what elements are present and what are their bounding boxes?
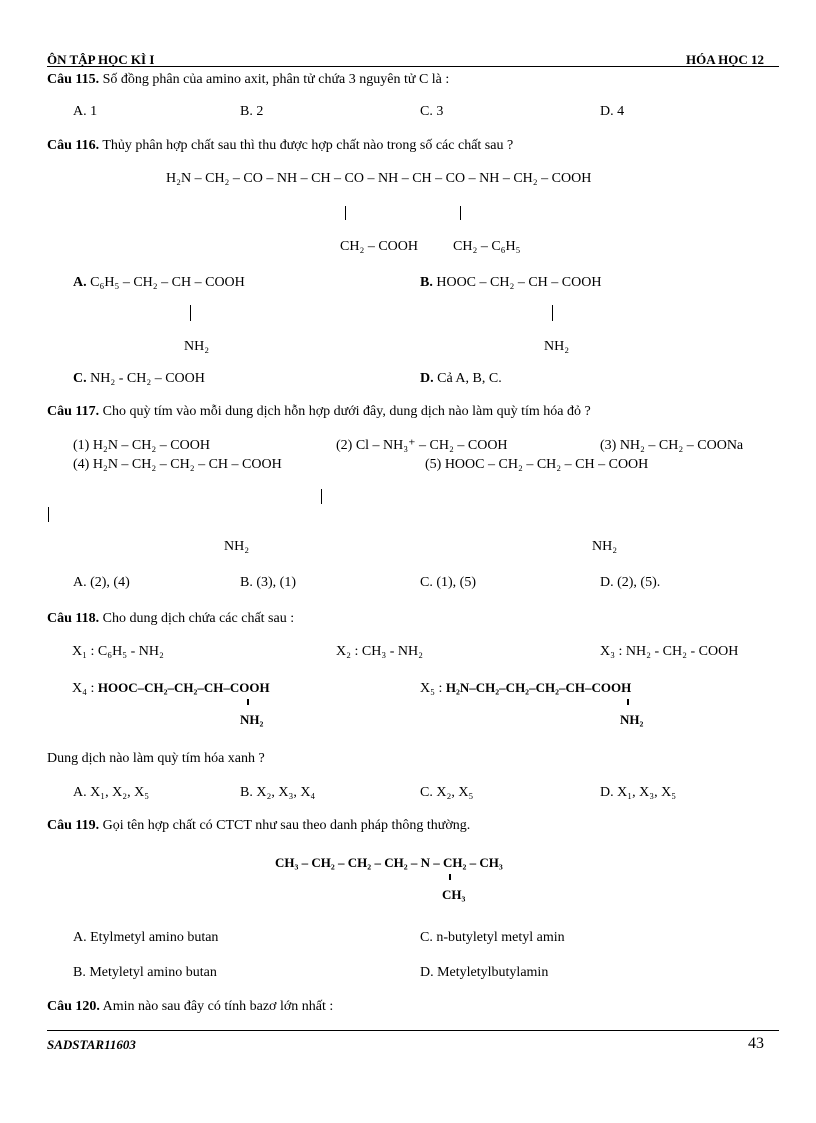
question-text: Số đồng phân của amino axit, phân tử chứa 3 nguyên tử C là : <box>102 72 450 87</box>
option-d: D. (2), (5). <box>600 575 661 590</box>
question-text: Cho quỳ tím vào mỗi dung dịch hỗn hợp dưới đây, dung dịch nào làm quỳ tím hóa đỏ ? <box>102 404 591 419</box>
question-text: Thủy phân hợp chất sau thì thu được hợp chất nào trong số các chất sau ? <box>102 138 514 153</box>
option-c: C. X₂, X₅ <box>420 785 474 800</box>
option-b: B. Metyletyl amino butan <box>73 965 217 980</box>
compound-x4: X₄ : HOOC–CH₂–CH₂–CH–COOH <box>72 680 270 696</box>
question-117 <box>47 404 591 420</box>
header-rule <box>47 66 779 67</box>
peptide-formula: H₂N – CH₂ – CO – NH – CH – CO – NH – CH – CO – NH – CH₂ – COOH <box>166 171 592 186</box>
solution-4: (4) H₂N – CH₂ – CH₂ – CH – COOH <box>73 457 282 472</box>
bond-line <box>552 305 553 321</box>
option-a-substituent: NH₂ <box>184 339 210 354</box>
question-120 <box>47 999 333 1015</box>
option-a: A. C₆H₅ – CH₂ – CH – COOH <box>73 275 245 290</box>
amine-substituent: CH₃ <box>442 887 466 902</box>
solution-2: (2) Cl – NH₃⁺ – CH₂ – COOH <box>336 438 508 453</box>
footer-rule <box>47 1030 779 1031</box>
option-d: D. X₁, X₃, X₅ <box>600 785 677 800</box>
compound-x4-substituent: NH₂ <box>240 712 264 727</box>
compound-x3: X₃ : NH₂ - CH₂ - COOH <box>600 644 739 659</box>
solution-4-substituent: NH₂ <box>224 539 250 554</box>
option-a: A. (2), (4) <box>73 575 130 590</box>
option-b-substituent: NH₂ <box>544 339 570 354</box>
option-c: C. n-butyletyl metyl amin <box>420 930 565 945</box>
compound-x1: X₁ : C₆H₅ - NH₂ <box>72 644 164 659</box>
question-115 <box>47 72 449 88</box>
side-chain-1: CH₂ – COOH <box>340 239 418 254</box>
question-number: Câu 118. <box>47 611 100 626</box>
page-number: 43 <box>748 1035 764 1052</box>
question-116 <box>47 138 513 154</box>
question-number: Câu 115. <box>47 72 100 87</box>
compound-x2: X₂ : CH₃ - NH₂ <box>336 644 423 659</box>
question-text: Amin nào sau đây có tính bazơ lớn nhất : <box>102 999 334 1014</box>
question-number: Câu 116. <box>47 138 100 153</box>
option-b: B. X₂, X₃, X₄ <box>240 785 316 800</box>
solution-5-substituent: NH₂ <box>592 539 618 554</box>
header-right: HÓA HỌC 12 <box>686 52 765 67</box>
bond-line <box>48 507 49 522</box>
option-c: C. NH₂ - CH₂ – COOH <box>73 371 205 386</box>
header-left: ÔN TẬP HỌC KÌ I <box>47 52 155 67</box>
bond-line <box>345 206 346 220</box>
question-118 <box>47 611 294 627</box>
question-number: Câu 117. <box>47 404 100 419</box>
compound-x5: X₅ : H₂N–CH₂–CH₂–CH₂–CH–COOH <box>420 680 632 696</box>
question-number: Câu 120. <box>47 999 100 1014</box>
solution-1: (1) H₂N – CH₂ – COOH <box>73 438 210 453</box>
option-a: A. Etylmetyl amino butan <box>73 930 219 945</box>
bond-line <box>247 699 249 705</box>
option-c: C. 3 <box>420 104 444 119</box>
question-text: Cho dung dịch chứa các chất sau : <box>102 611 295 626</box>
bond-line <box>627 699 629 705</box>
side-chain-2: CH₂ – C₆H₅ <box>453 239 521 254</box>
option-d: D. Metyletylbutylamin <box>420 965 549 980</box>
option-d: D. Cả A, B, C. <box>420 371 502 386</box>
option-d: D. 4 <box>600 104 625 119</box>
bond-line <box>321 489 322 504</box>
option-a: A. 1 <box>73 104 98 119</box>
option-b: B. (3), (1) <box>240 575 296 590</box>
bond-line <box>460 206 461 220</box>
footer-author: SADSTAR11603 <box>47 1037 136 1052</box>
question-119 <box>47 818 470 834</box>
question-text: Gọi tên hợp chất có CTCT như sau theo danh pháp thông thường. <box>102 818 471 833</box>
compound-x5-substituent: NH₂ <box>620 712 644 727</box>
solution-3: (3) NH₂ – CH₂ – COONa <box>600 438 744 453</box>
question-118-prompt: Dung dịch nào làm quỳ tím hóa xanh ? <box>47 751 265 766</box>
amine-formula: CH₃ – CH₂ – CH₂ – CH₂ – N – CH₂ – CH₃ <box>275 855 503 870</box>
option-a: A. X₁, X₂, X₅ <box>73 785 150 800</box>
option-c: C. (1), (5) <box>420 575 476 590</box>
solution-5: (5) HOOC – CH₂ – CH₂ – CH – COOH <box>425 457 649 472</box>
bond-line <box>190 305 191 321</box>
question-number: Câu 119. <box>47 818 100 833</box>
bond-line <box>449 874 451 880</box>
option-b: B. HOOC – CH₂ – CH – COOH <box>420 275 602 290</box>
option-b: B. 2 <box>240 104 264 119</box>
